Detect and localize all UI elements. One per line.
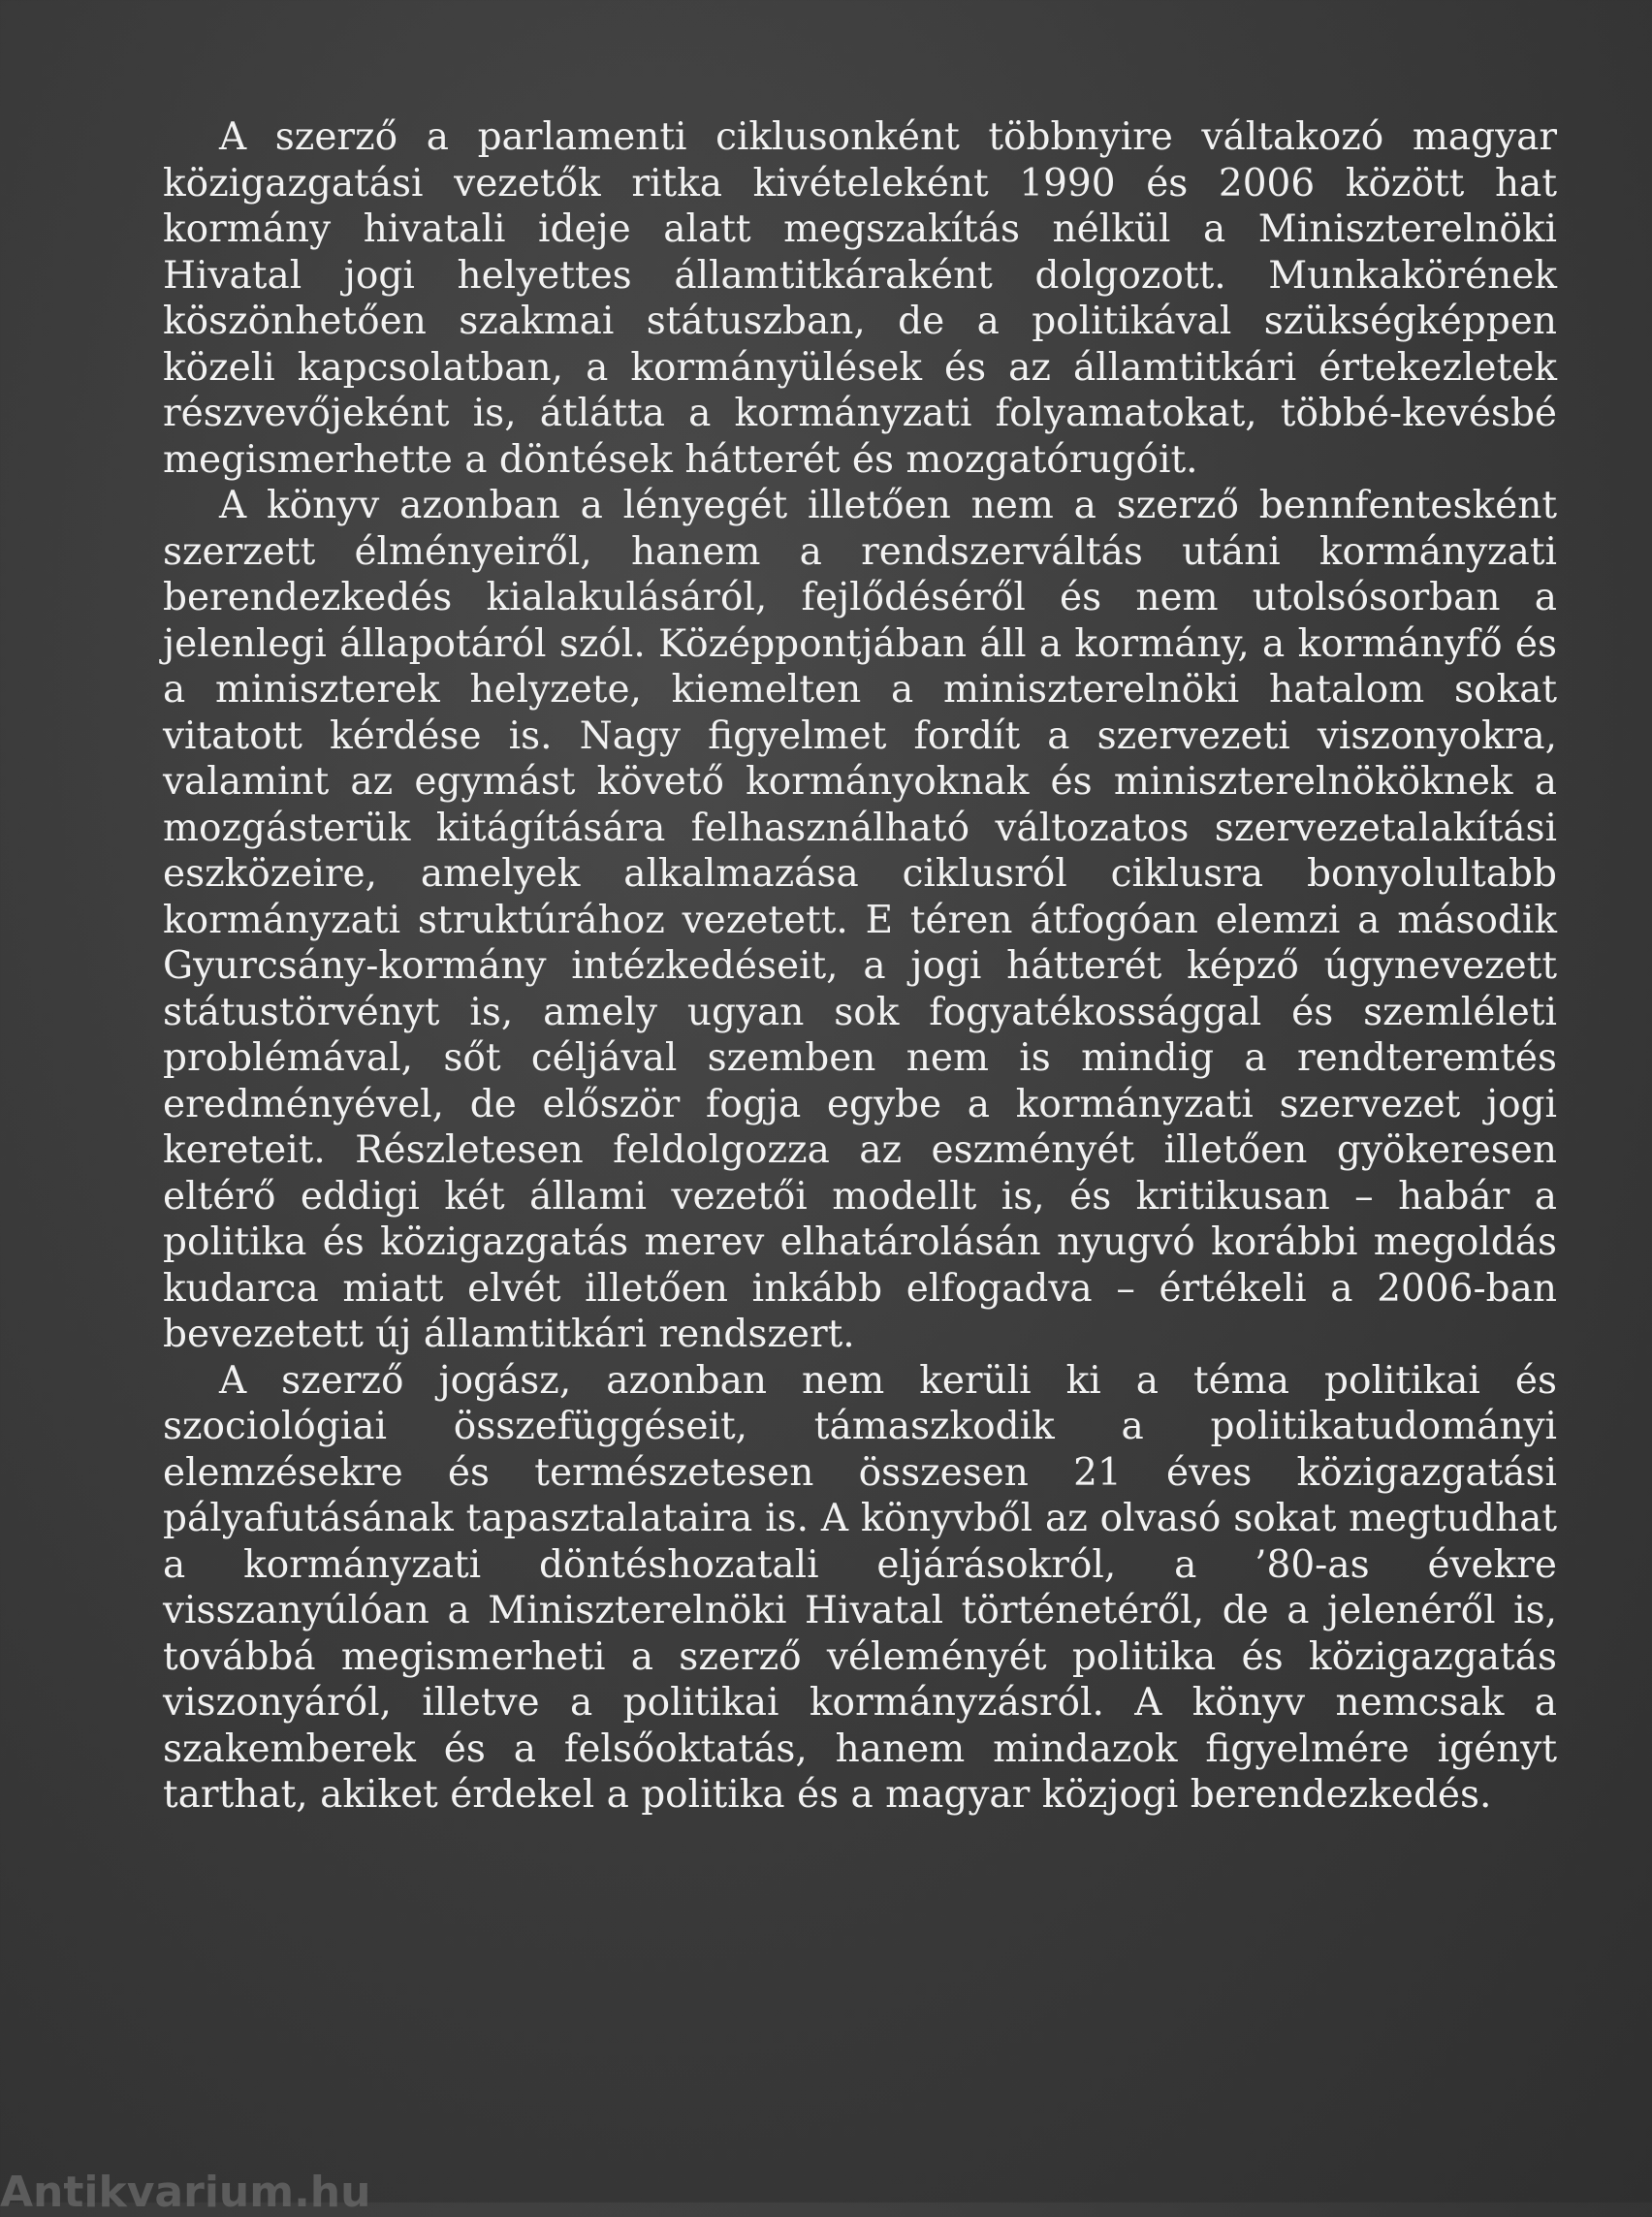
blurb-text (163, 114, 1557, 1819)
watermark-text: Antikvarium.hu (0, 2168, 371, 2217)
paragraph-author-career: A szerző a parlamenti ciklusonként többnyire váltakozó magyar közigazgatási vezetők ritka kivételeként 1990 és 2006 között hat kormány hivatali ideje alatt megszakítás nélkül a Miniszterelnöki Hivatal jogi helyettes államtitkáraként dolgozott. Munkakörének köszönhetően szakmai státuszban, de a politikával szükségképpen közeli kapcsolatban, a kormányülések és az államtitkári értekezletek részvevőjeként is, átlátta a kormányzati folyamatokat, többé-kevésbé megismerhette a döntések hátterét és mozgatórugóit. (163, 115, 1557, 482)
paragraph-book-content: A könyv azonban a lényegét illetően nem a szerző bennfentesként szerzett élményeiről, hanem a rendszerváltás utáni kormányzati berendezkedés kialakulásáról, fejlődéséről és nem utolsósorban a jelenlegi állapotáról szól. Középpontjában áll a kormány, a kormányfő és a miniszterek helyzete, kiemelten a miniszterelnöki hatalom sokat vitatott kérdése is. Nagy figyelmet fordít a szervezeti viszonyokra, valamint az egymást követő kormányoknak és miniszterelnököknek a mozgásterük kitágítására felhasználható változatos szervezetalakítási eszközeire, amelyek alkalmazása ciklusról ciklusra bonyolultabb kormányzati struktúrához vezetett. E téren átfogóan elemzi a második Gyurcsány-kormány intézkedéseit, a jogi hátterét képző úgynevezett státustörvényt is, amely ugyan sok fogyatékossággal és szemléleti problémával, sőt céljával szemben nem is mindig a rendteremtés eredményével, de először fogja egybe a kormányzati szervezet jogi kereteit. Részletesen feldolgozza az eszményét illetően gyökeresen eltérő eddigi két állami vezetői modellt is, és kritikusan – habár a politika és közigazgatás merev elhatárolásán nyugvó korábbi megoldás kudarca miatt elvét illetően inkább elfogadva – értékeli a 2006-ban bevezetett új államtitkári rendszert. (163, 484, 1557, 1356)
paragraph-audience: A szerző jogász, azonban nem kerüli ki a téma politikai és szociológiai összefüggéseit, támaszkodik a politikatudományi elemzésekre és természetesen összesen 21 éves közigazgatási pályafutásának tapasztalataira is. A könyvből az olvasó sokat megtudhat a kormányzati döntéshozatali eljárásokról, a ’80-as évekre visszanyúlóan a Miniszterelnöki Hivatal történetéről, de a jelenéről is, továbbá megismerheti a szerző véleményét politika és közigazgatás viszonyáról, illetve a politikai kormányzásról. A könyv nemcsak a szakemberek és a felsőoktatás, hanem mindazok figyelmére igényt tarthat, akiket érdekel a politika és a magyar közjogi berendezkedés. (163, 1358, 1557, 1817)
